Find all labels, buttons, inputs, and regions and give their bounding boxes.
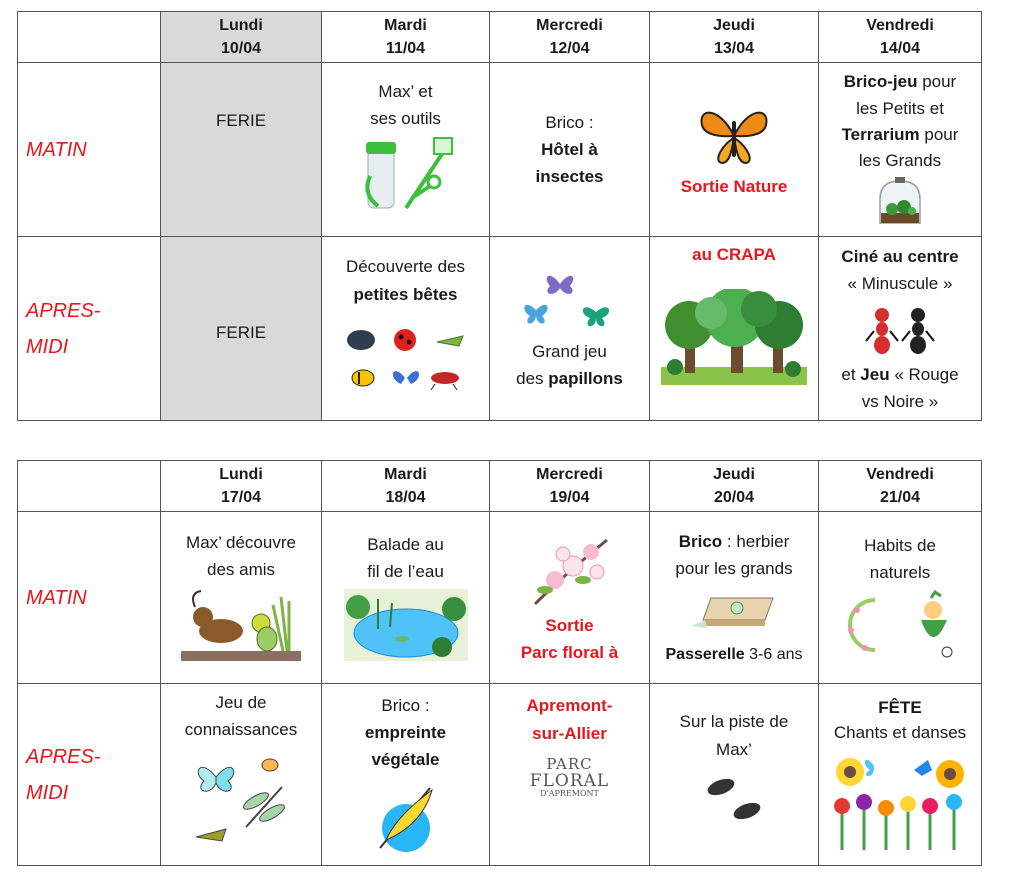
- day-header: [322, 12, 490, 63]
- activity-cell: Balade au fil de l’eau: [322, 512, 490, 684]
- activity-cell: Max’ et ses outils: [322, 63, 490, 237]
- day-header: [650, 12, 819, 63]
- week2-header-row: [18, 461, 982, 512]
- ant-friends-icon: [181, 587, 301, 663]
- terrarium-icon: [872, 177, 928, 227]
- day-date: 18/04: [385, 489, 426, 507]
- activity-cell: Brico : herbier pour les grands Passerelle 3-6 ans: [650, 512, 819, 684]
- activity-cell: Grand jeu des papillons: [490, 237, 650, 421]
- activity-highlight: Parc floral à: [520, 642, 619, 662]
- flowers-party-icon: [830, 750, 970, 850]
- day-name: Lundi: [219, 466, 263, 483]
- activity-cell: Jeu de connaissances: [161, 684, 322, 866]
- day-header: [161, 461, 322, 512]
- blossom-icon: [525, 534, 615, 608]
- insects-coloring-icon: [186, 747, 296, 857]
- activity-highlight: Sortie Nature: [680, 177, 788, 197]
- row-label-apres-midi: APRES- MIDI: [18, 684, 161, 866]
- day-name: Mercredi: [536, 17, 603, 34]
- week2-matin-row: [18, 512, 982, 684]
- day-header: [819, 12, 982, 63]
- activity-cell: [490, 512, 650, 684]
- day-header: [650, 461, 819, 512]
- week1-header-row: [18, 12, 982, 63]
- activity-cell: [490, 684, 650, 866]
- leaf-costume-icon: [835, 590, 965, 660]
- day-date: 20/04: [713, 489, 755, 507]
- pond-icon: [344, 589, 468, 661]
- activity-cell: [161, 63, 322, 237]
- day-date: 10/04: [220, 40, 262, 58]
- day-date: 12/04: [549, 40, 590, 58]
- day-date: 13/04: [713, 40, 755, 58]
- activity-highlight: au CRAPA: [692, 245, 776, 265]
- activity-highlight: Apremont-: [526, 696, 613, 716]
- day-header: [322, 461, 490, 512]
- activity-highlight: sur-Allier: [532, 723, 607, 743]
- activity-cell: Ciné au centre « Minuscule » et Jeu « Rouge vs Noire »: [819, 237, 982, 421]
- holiday-text: FERIE: [215, 111, 267, 131]
- activity-cell: Brico : Hôtel à insectes: [490, 63, 650, 237]
- insect-kit-icon: [356, 136, 456, 218]
- week1-table: [17, 11, 982, 421]
- day-name: Jeudi: [713, 17, 755, 34]
- activity-cell: Sur la piste de Max’: [650, 684, 819, 866]
- leaf-print-icon: [366, 778, 446, 854]
- day-header: [490, 12, 650, 63]
- corner-cell: [18, 461, 161, 512]
- day-date: 21/04: [879, 489, 921, 507]
- activity-cell: Brico : empreinte végétale: [322, 684, 490, 866]
- day-header: [819, 461, 982, 512]
- activity-cell: Habits de naturels: [819, 512, 982, 684]
- week2-apres-row: [18, 684, 982, 866]
- activity-cell: Brico-jeu pour les Petits et Terrarium pour les Grands: [819, 63, 982, 237]
- day-name: Jeudi: [713, 466, 755, 483]
- day-name: Mardi: [384, 466, 427, 483]
- forest-icon: [661, 289, 807, 385]
- day-date: 19/04: [549, 489, 590, 507]
- day-date: 11/04: [385, 40, 426, 58]
- day-header: [490, 461, 650, 512]
- day-name: Vendredi: [866, 17, 934, 34]
- day-date: 17/04: [220, 489, 262, 507]
- corner-cell: [18, 12, 161, 63]
- day-header: [161, 12, 322, 63]
- week1-apres-row: [18, 237, 982, 421]
- activity-cell: Max’ découvre des amis: [161, 512, 322, 684]
- row-label-matin: MATIN: [18, 63, 161, 237]
- day-name: Vendredi: [866, 466, 934, 483]
- activity-highlight: Sortie: [545, 615, 594, 635]
- day-date: 14/04: [879, 40, 921, 58]
- butterfly-icon: [694, 103, 774, 169]
- row-label-matin: MATIN: [18, 512, 161, 684]
- ants-icon: [860, 301, 940, 357]
- activity-cell: FÊTE Chants et danses: [819, 684, 982, 866]
- flower-press-icon: [689, 586, 779, 636]
- day-name: Lundi: [219, 17, 263, 34]
- row-label-apres-midi: APRES- MIDI: [18, 237, 161, 421]
- parc-floral-logo: PARC FLORAL D'APREMONT: [529, 754, 610, 799]
- butterflies-icon: [520, 270, 620, 334]
- day-name: Mardi: [384, 17, 427, 34]
- day-name: Mercredi: [536, 466, 603, 483]
- week2-table: [17, 460, 982, 866]
- bugs-icon: [341, 322, 471, 396]
- footprints-icon: [699, 767, 769, 827]
- activity-cell: [650, 63, 819, 237]
- week1-matin-row: [18, 63, 982, 237]
- holiday-text: FERIE: [215, 323, 267, 343]
- activity-cell: [161, 237, 322, 421]
- activity-cell: Découverte des petites bêtes: [322, 237, 490, 421]
- activity-cell: [650, 237, 819, 421]
